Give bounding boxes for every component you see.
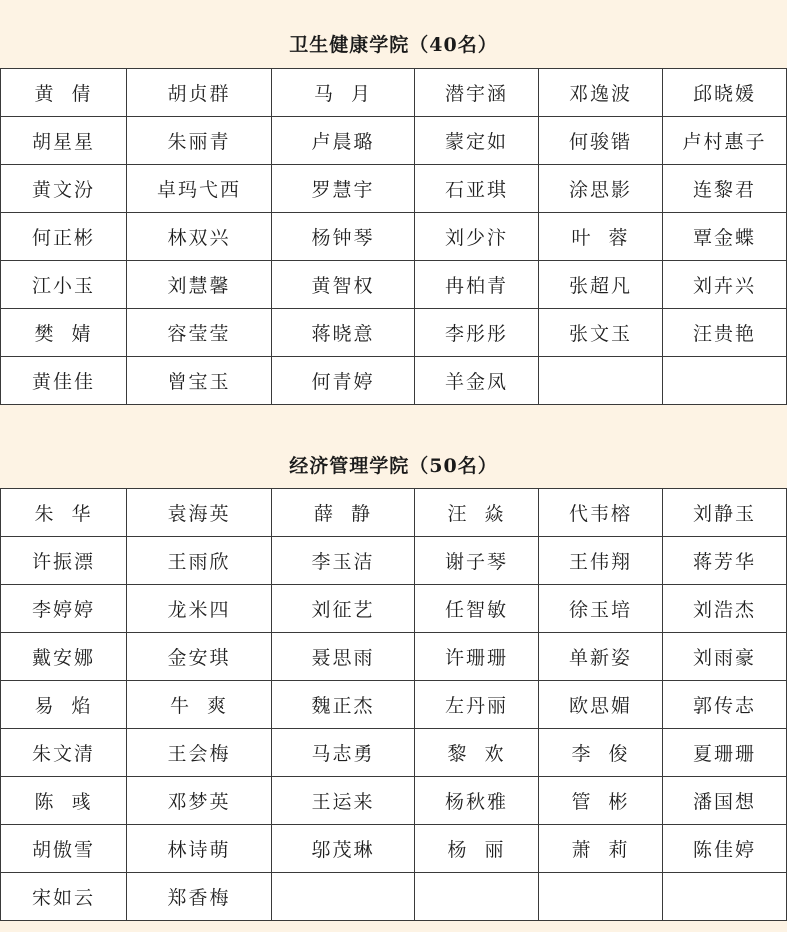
name-cell: 黄佳佳 <box>1 357 127 405</box>
table-row <box>1 777 787 825</box>
table-row <box>1 69 787 117</box>
name-cell: 王运来 <box>272 777 415 825</box>
name-cell: 林诗萌 <box>127 825 272 873</box>
name-cell: 林双兴 <box>127 213 272 261</box>
name-cell: 杨钟琴 <box>272 213 415 261</box>
name-cell: 左丹丽 <box>415 681 539 729</box>
name-cell: 黄智权 <box>272 261 415 309</box>
name-cell: 何骏锴 <box>539 117 663 165</box>
name-cell: 萧 莉 <box>539 825 663 873</box>
name-cell: 叶 蓉 <box>539 213 663 261</box>
name-cell: 石亚琪 <box>415 165 539 213</box>
name-cell: 李玉洁 <box>272 537 415 585</box>
name-cell: 龙米四 <box>127 585 272 633</box>
name-cell: 邓逸波 <box>539 69 663 117</box>
name-cell: 刘浩杰 <box>663 585 787 633</box>
table-row <box>1 537 787 585</box>
name-cell: 江小玉 <box>1 261 127 309</box>
name-cell: 朱文清 <box>1 729 127 777</box>
name-cell: 许珊珊 <box>415 633 539 681</box>
name-cell: 刘静玉 <box>663 489 787 537</box>
name-cell: 卢村惠子 <box>663 117 787 165</box>
name-cell: 邓梦英 <box>127 777 272 825</box>
name-cell: 张文玉 <box>539 309 663 357</box>
name-cell: 戴安娜 <box>1 633 127 681</box>
name-cell: 王会梅 <box>127 729 272 777</box>
name-cell: 汪贵艳 <box>663 309 787 357</box>
name-cell: 黎 欢 <box>415 729 539 777</box>
name-cell: 刘雨豪 <box>663 633 787 681</box>
name-cell: 郑香梅 <box>127 873 272 921</box>
name-cell: 欧思媚 <box>539 681 663 729</box>
name-cell: 冉柏青 <box>415 261 539 309</box>
empty-cell <box>539 357 663 405</box>
name-cell: 马 月 <box>272 69 415 117</box>
name-cell: 朱丽青 <box>127 117 272 165</box>
name-cell: 胡傲雪 <box>1 825 127 873</box>
name-cell: 袁海英 <box>127 489 272 537</box>
name-cell: 宋如云 <box>1 873 127 921</box>
name-cell: 蒋晓意 <box>272 309 415 357</box>
table-row <box>1 681 787 729</box>
section-title-economics: 经济管理学院（50名） <box>289 455 498 477</box>
name-cell: 聂思雨 <box>272 633 415 681</box>
table-row <box>1 261 787 309</box>
name-cell: 潜宇涵 <box>415 69 539 117</box>
name-cell: 卢晨璐 <box>272 117 415 165</box>
table-row <box>1 117 787 165</box>
name-cell: 魏正杰 <box>272 681 415 729</box>
name-cell: 易 焰 <box>1 681 127 729</box>
name-cell: 王雨欣 <box>127 537 272 585</box>
name-cell: 潘国想 <box>663 777 787 825</box>
name-cell: 夏珊珊 <box>663 729 787 777</box>
table-row <box>1 729 787 777</box>
name-cell: 徐玉培 <box>539 585 663 633</box>
name-cell: 刘卉兴 <box>663 261 787 309</box>
name-cell: 汪 焱 <box>415 489 539 537</box>
name-cell: 杨 丽 <box>415 825 539 873</box>
name-cell: 金安琪 <box>127 633 272 681</box>
name-cell: 牛 爽 <box>127 681 272 729</box>
name-cell: 朱 华 <box>1 489 127 537</box>
name-cell: 蒙定如 <box>415 117 539 165</box>
name-cell: 蒋芳华 <box>663 537 787 585</box>
name-cell: 代韦榕 <box>539 489 663 537</box>
name-cell: 郭传志 <box>663 681 787 729</box>
name-cell: 涂思影 <box>539 165 663 213</box>
name-cell: 黄文汾 <box>1 165 127 213</box>
name-cell: 曾宝玉 <box>127 357 272 405</box>
name-cell: 许振漂 <box>1 537 127 585</box>
name-cell: 胡星星 <box>1 117 127 165</box>
section-title-health: 卫生健康学院（40名） <box>289 34 498 56</box>
empty-cell <box>663 357 787 405</box>
table-row <box>1 585 787 633</box>
name-cell: 罗慧宇 <box>272 165 415 213</box>
name-cell: 何青婷 <box>272 357 415 405</box>
name-cell: 连黎君 <box>663 165 787 213</box>
name-cell: 卓玛弋西 <box>127 165 272 213</box>
table-row <box>1 213 787 261</box>
name-cell: 王伟翔 <box>539 537 663 585</box>
name-cell: 刘征艺 <box>272 585 415 633</box>
table-row <box>1 633 787 681</box>
table-row <box>1 825 787 873</box>
name-cell: 胡贞群 <box>127 69 272 117</box>
table-row <box>1 873 787 921</box>
name-cell: 邬茂琳 <box>272 825 415 873</box>
empty-cell <box>272 873 415 921</box>
name-cell: 单新姿 <box>539 633 663 681</box>
table-row <box>1 309 787 357</box>
name-cell: 何正彬 <box>1 213 127 261</box>
name-cell: 马志勇 <box>272 729 415 777</box>
empty-cell <box>539 873 663 921</box>
table-row <box>1 489 787 537</box>
name-cell: 薛 静 <box>272 489 415 537</box>
name-cell: 覃金蝶 <box>663 213 787 261</box>
name-cell: 李婷婷 <box>1 585 127 633</box>
name-cell: 李 俊 <box>539 729 663 777</box>
empty-cell <box>415 873 539 921</box>
name-cell: 谢子琴 <box>415 537 539 585</box>
name-cell: 任智敏 <box>415 585 539 633</box>
name-cell: 刘慧馨 <box>127 261 272 309</box>
empty-cell <box>663 873 787 921</box>
name-cell: 刘少汴 <box>415 213 539 261</box>
name-cell: 陈佳婷 <box>663 825 787 873</box>
name-cell: 杨秋雅 <box>415 777 539 825</box>
name-cell: 樊 婧 <box>1 309 127 357</box>
table-row <box>1 165 787 213</box>
roster-table-economics <box>0 488 787 921</box>
name-cell: 陈 彧 <box>1 777 127 825</box>
name-cell: 邱晓媛 <box>663 69 787 117</box>
table-row <box>1 357 787 405</box>
name-cell: 容莹莹 <box>127 309 272 357</box>
name-cell: 黄 倩 <box>1 69 127 117</box>
roster-table-health <box>0 68 787 405</box>
name-cell: 羊金凤 <box>415 357 539 405</box>
name-cell: 张超凡 <box>539 261 663 309</box>
name-cell: 李彤彤 <box>415 309 539 357</box>
name-cell: 管 彬 <box>539 777 663 825</box>
